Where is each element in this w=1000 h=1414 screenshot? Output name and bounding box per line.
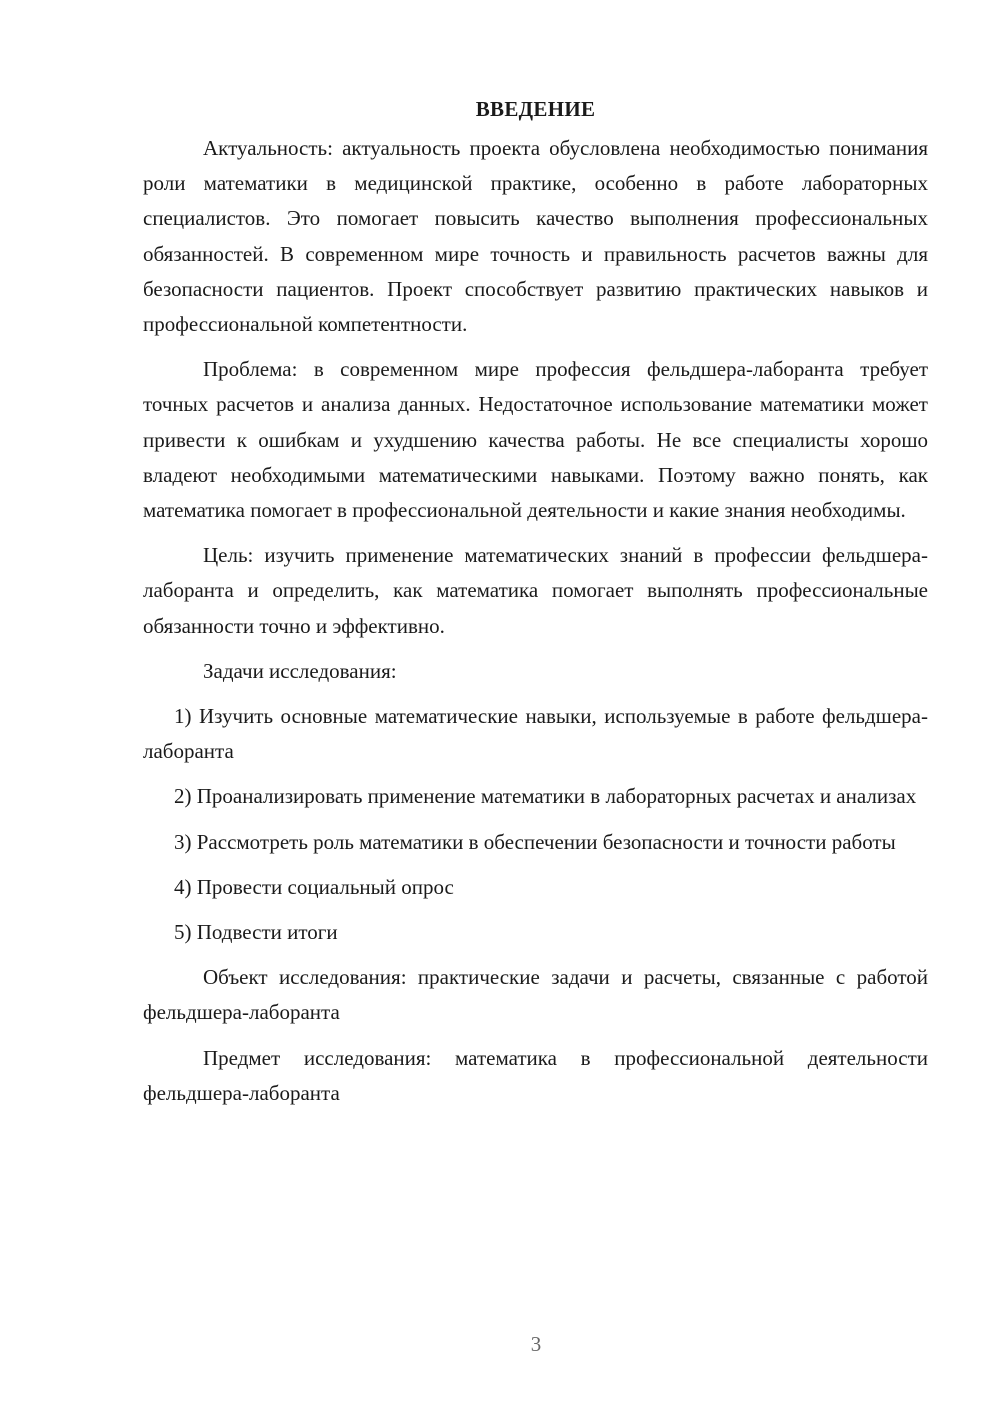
task-item: 2) Проанализировать применение математики в лабораторных расчетах и анализах bbox=[174, 784, 917, 809]
task-item: 1) Изучить основные математические навыки, используемые в работе фельдшера-лаборанта bbox=[143, 704, 928, 764]
task-item: 5) Подвести итоги bbox=[174, 920, 338, 945]
subject-paragraph: Предмет исследования: математика в профессиональной деятельности фельдшера-лаборанта bbox=[143, 1045, 928, 1105]
page-number: 3 bbox=[530, 1332, 542, 1356]
page-title: ВВЕДЕНИЕ bbox=[475, 97, 596, 121]
problem-paragraph: Проблема: в современном мире профессия фельдшера-лаборанта требует точных расчетов и анализа данных. Недостаточное использование математики может привести к ошибкам и ухудшению качества работы. Не все специалисты хорошо владеют необходимыми математическими навыками. Поэтому важно понять, как математика помогает в профессиональной деятельности и какие знания необходимы. bbox=[143, 357, 928, 523]
goal-paragraph: Цель: изучить применение математических знаний в профессии фельдшера-лаборанта и определить, как математика помогает выполнять профессиональные обязанности точно и эффективно. bbox=[143, 543, 928, 638]
relevance-paragraph: Актуальность: актуальность проекта обусловлена необходимостью понимания роли математики в медицинской практике, особенно в работе лабораторных специалистов. Это помогает повысить качество выполнения профессиональных обязанностей. В современном мире точность и правильность расчетов важны для безопасности пациентов. Проект способствует развитию практических навыков и профессиональной компетентности. bbox=[143, 136, 928, 337]
task-item: 4) Провести социальный опрос bbox=[174, 874, 454, 899]
tasks-heading: Задачи исследования: bbox=[203, 658, 397, 683]
document-content bbox=[143, 92, 928, 1121]
object-paragraph: Объект исследования: практические задачи и расчеты, связанные с работой фельдшера-лаборанта bbox=[143, 965, 928, 1025]
task-item: 3) Рассмотреть роль математики в обеспечении безопасности и точности работы bbox=[174, 829, 896, 854]
